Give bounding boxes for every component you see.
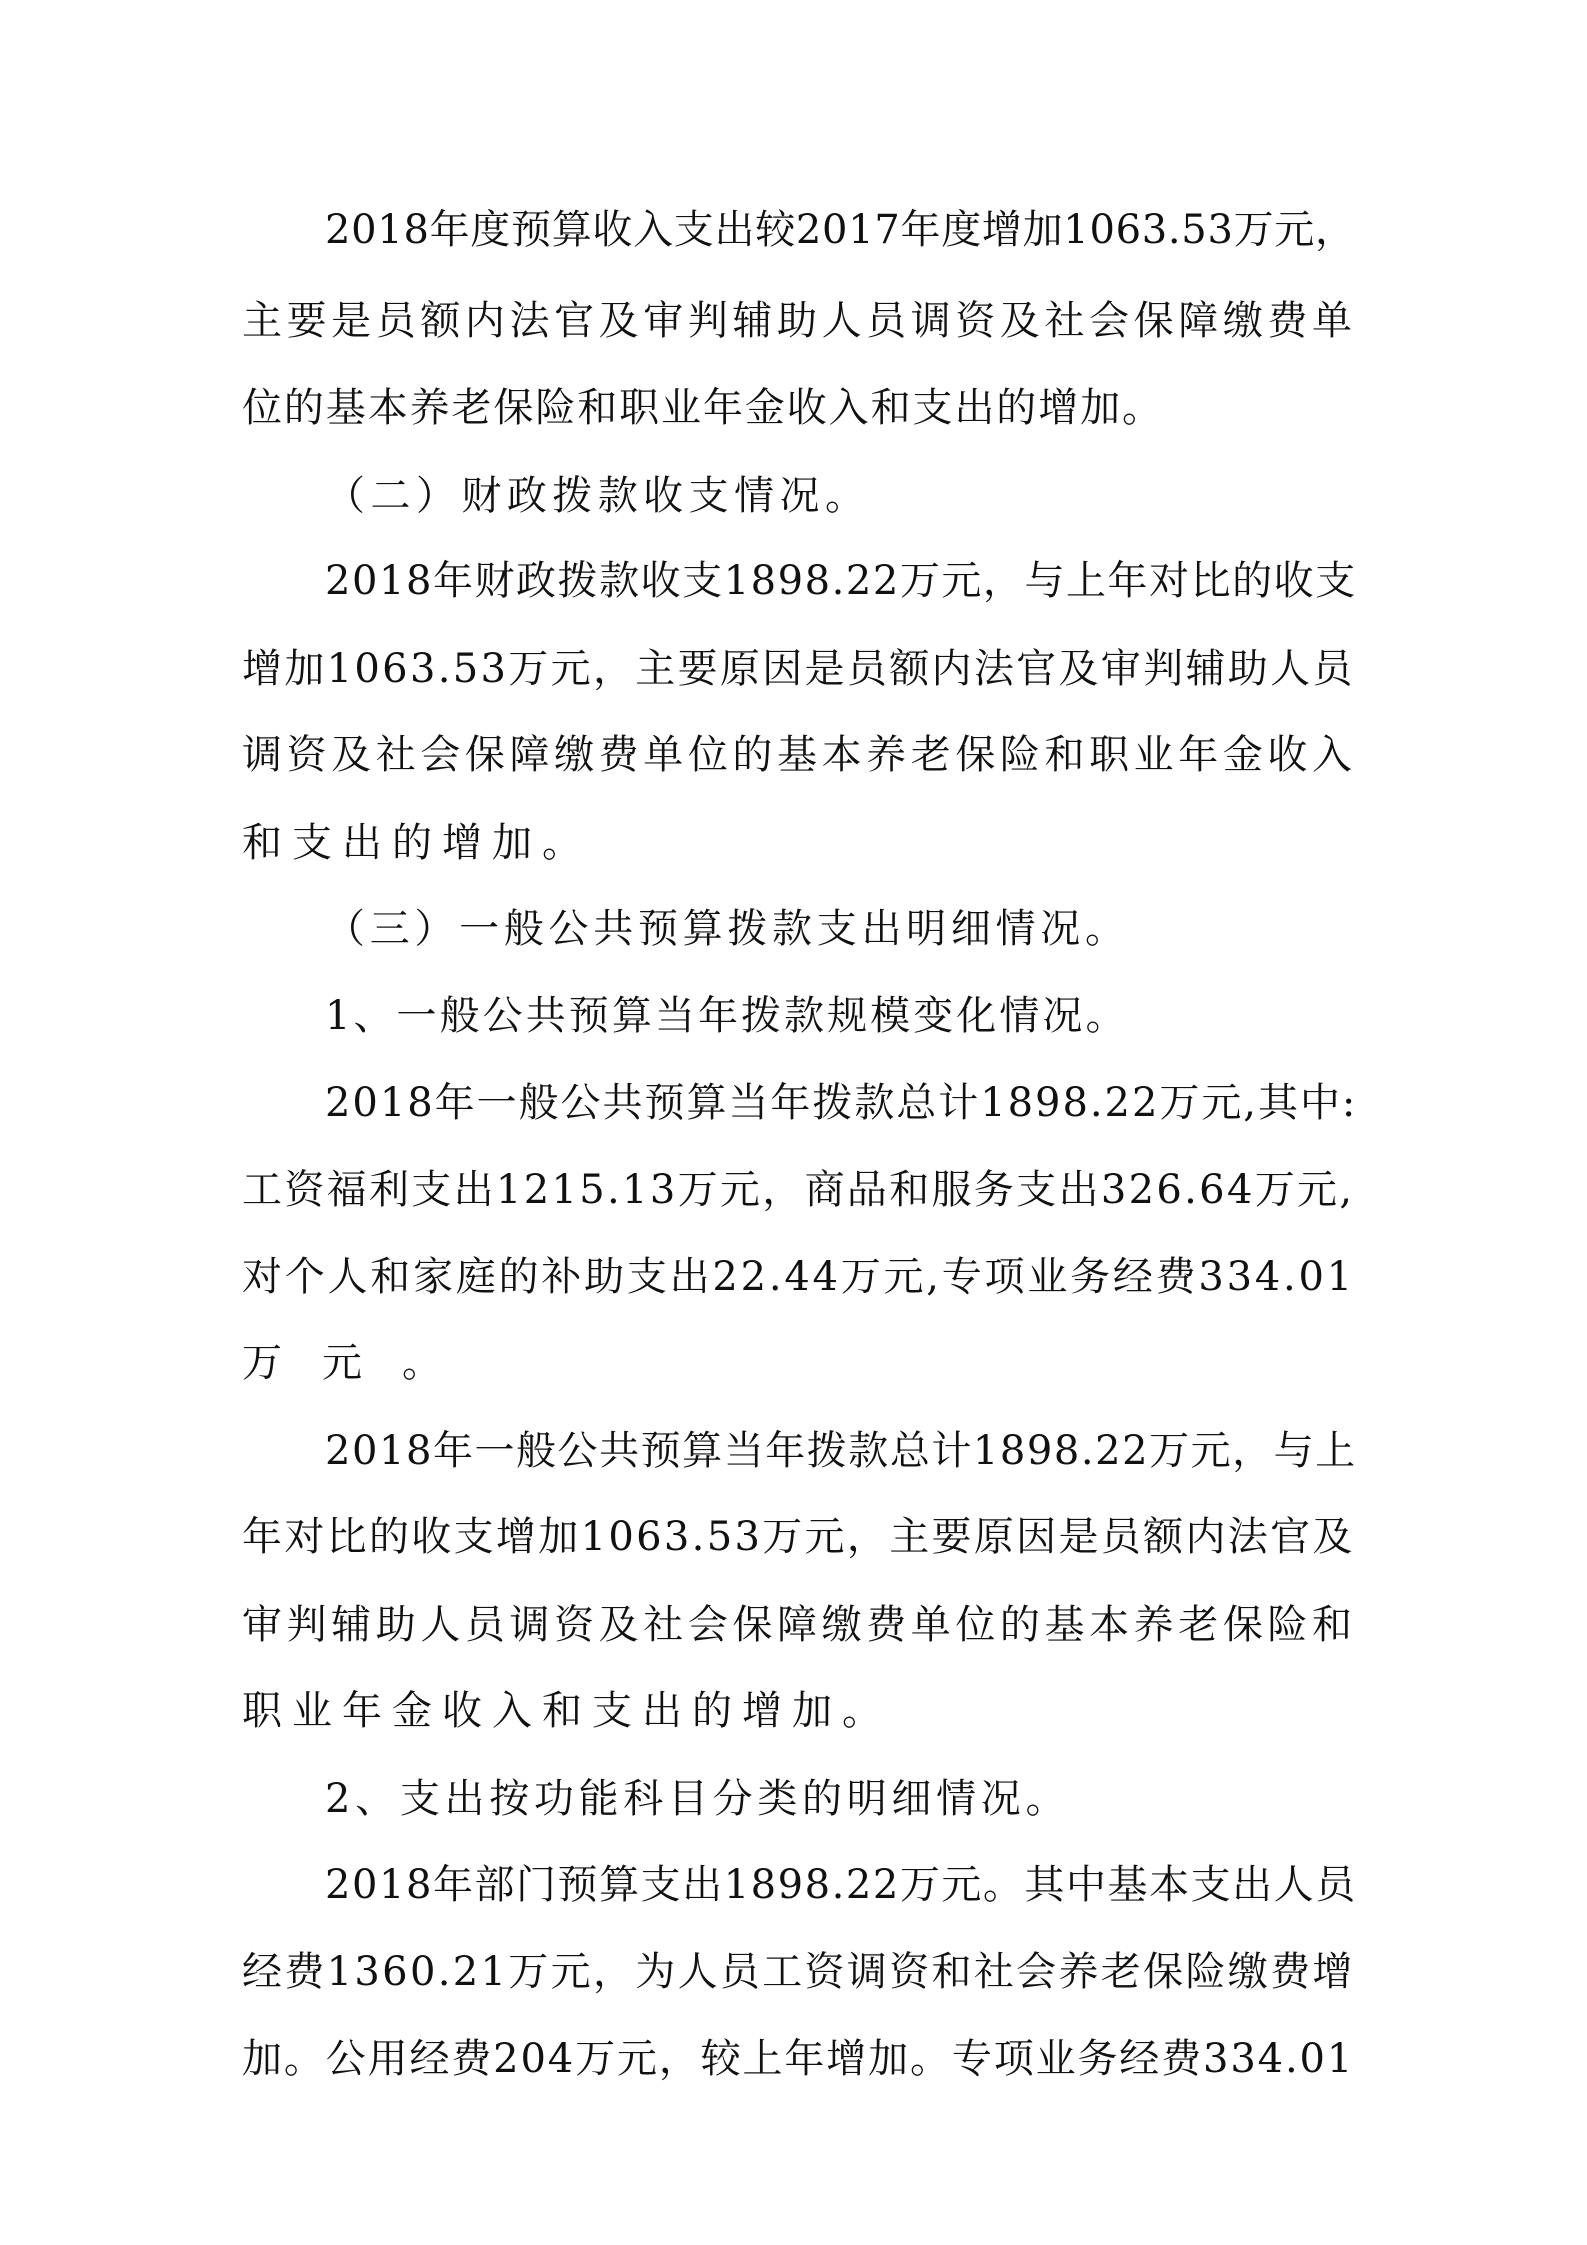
text-line-3: 位的基本养老保险和职业年金收入和支出的增加。 [242,385,1164,431]
text-line-2: 主要是员额内法官及审判辅助人员调资及社会保障缴费单 [242,298,1357,344]
text-line-1: 2018年度预算收入支出较2017年度增加1063.53万元， [325,207,1356,253]
text-line-11: 2018年一般公共预算当年拨款总计1898.22万元,其中: [325,1080,1358,1126]
text-line-5: 2018年财政拨款收支1898.22万元，与上年对比的收支 [325,558,1357,604]
text-line-21: 经费1360.21万元，为人员工资调资和社会养老保险缴费增 [242,1949,1355,1995]
text-line-7: 调资及社会保障缴费单位的基本养老保险和职业年金收入 [242,732,1357,778]
text-line-8: 和支出的增加。 [242,820,592,866]
text-line-16: 年对比的收支增加1063.53万元，主要原因是员额内法官及 [242,1514,1355,1560]
text-line-13: 对个人和家庭的补助支出22.44万元,专项业务经费334.01 [242,1254,1355,1300]
text-line-18: 职业年金收入和支出的增加。 [242,1688,892,1734]
subheading-3: （三）一般公共预算拨款支出明细情况。 [325,906,1130,952]
text-line-20: 2018年部门预算支出1898.22万元。其中基本支出人员 [325,1862,1357,1908]
text-line-17: 审判辅助人员调资及社会保障缴费单位的基本养老保险和 [242,1602,1357,1648]
text-line-14: 万元。 [242,1340,482,1386]
text-line-15: 2018年一般公共预算当年拨款总计1898.22万元，与上 [325,1428,1357,1474]
numbered-heading-1: 1、一般公共预算当年拨款规模变化情况。 [325,993,1129,1039]
text-line-22: 加。公用经费204万元，较上年增加。专项业务经费334.01 [242,2036,1355,2082]
subheading-2: （二）财政拨款收支情况。 [325,473,871,519]
text-line-12: 工资福利支出1215.13万元，商品和服务支出326.64万元, [242,1167,1355,1213]
text-line-6: 增加1063.53万元，主要原因是员额内法官及审判辅助人员 [242,646,1355,692]
numbered-heading-2: 2、支出按功能科目分类的明细情况。 [325,1776,1071,1822]
